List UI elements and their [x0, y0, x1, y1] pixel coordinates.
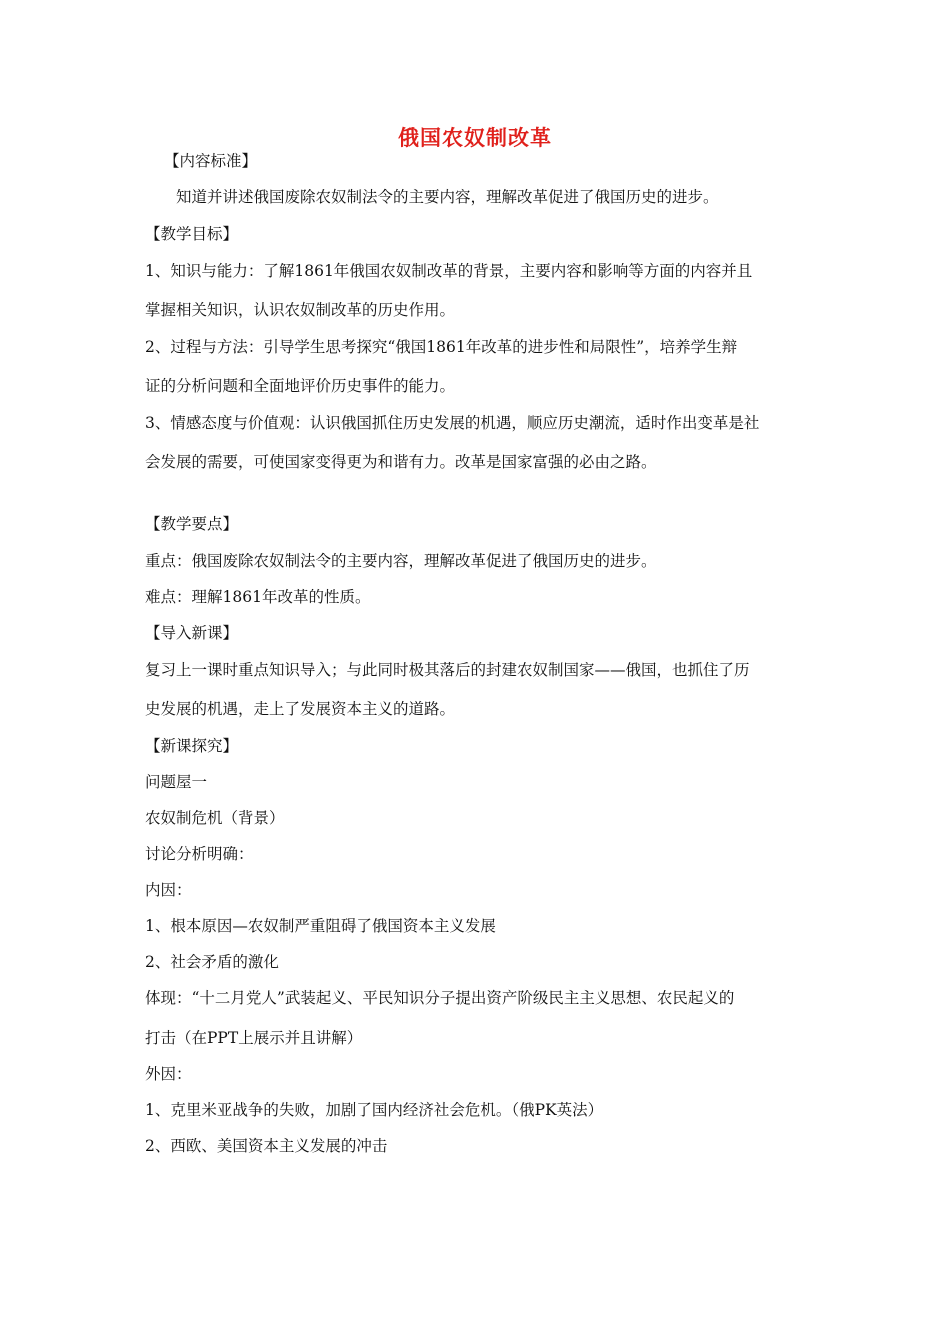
section-heading-new-lesson: 【新课探究】 — [145, 737, 239, 755]
paragraph-line: 会发展的需要，可使国家变得更为和谐有力。改革是国家富强的必由之路。 — [145, 453, 657, 471]
paragraph-line: 打击（在PPT上展示并且讲解） — [145, 1029, 363, 1047]
paragraph-line: 讨论分析明确： — [145, 845, 254, 863]
paragraph-line: 1、克里米亚战争的失败，加剧了国内经济社会危机。（俄PK英法） — [145, 1101, 604, 1119]
paragraph-line: 体现：“十二月党人”武装起义、平民知识分子提出资产阶级民主主义思想、农民起义的 — [145, 989, 735, 1007]
paragraph-line: 重点：俄国废除农奴制法令的主要内容，理解改革促进了俄国历史的进步。 — [145, 552, 657, 570]
paragraph-line: 3、情感态度与价值观：认识俄国抓住历史发展的机遇，顺应历史潮流，适时作出变革是社 — [145, 414, 760, 432]
section-heading-key-points: 【教学要点】 — [145, 515, 239, 533]
paragraph-line: 2、社会矛盾的激化 — [145, 953, 279, 971]
paragraph-line: 1、根本原因—农奴制严重阻碍了俄国资本主义发展 — [145, 917, 496, 935]
paragraph-line: 掌握相关知识，认识农奴制改革的历史作用。 — [145, 301, 456, 319]
paragraph-line: 1、知识与能力：了解1861年俄国农奴制改革的背景，主要内容和影响等方面的内容并且 — [145, 262, 753, 280]
paragraph-line: 证的分析问题和全面地评价历史事件的能力。 — [145, 377, 456, 395]
paragraph-line: 问题屋一 — [145, 773, 208, 791]
paragraph-line: 知道并讲述俄国废除农奴制法令的主要内容，理解改革促进了俄国历史的进步。 — [176, 188, 719, 206]
paragraph-line: 外因： — [145, 1065, 192, 1083]
paragraph-line: 农奴制危机（背景） — [145, 809, 285, 827]
section-heading-teaching-goals: 【教学目标】 — [145, 225, 239, 243]
section-heading-content-standard: 【内容标准】 — [164, 152, 258, 170]
paragraph-line: 难点：理解1861年改革的性质。 — [145, 588, 371, 606]
paragraph-line: 内因： — [145, 881, 192, 899]
paragraph-line: 2、过程与方法：引导学生思考探究“俄国1861年改革的进步性和局限性”，培养学生辩 — [145, 338, 738, 356]
paragraph-line: 史发展的机遇，走上了发展资本主义的道路。 — [145, 700, 456, 718]
section-heading-introduction: 【导入新课】 — [145, 624, 239, 642]
paragraph-line: 复习上一课时重点知识导入；与此同时极其落后的封建农奴制国家——俄国，也抓住了历 — [145, 661, 750, 679]
document-title: 俄国农奴制改革 — [398, 126, 552, 150]
paragraph-line: 2、西欧、美国资本主义发展的冲击 — [145, 1137, 388, 1155]
